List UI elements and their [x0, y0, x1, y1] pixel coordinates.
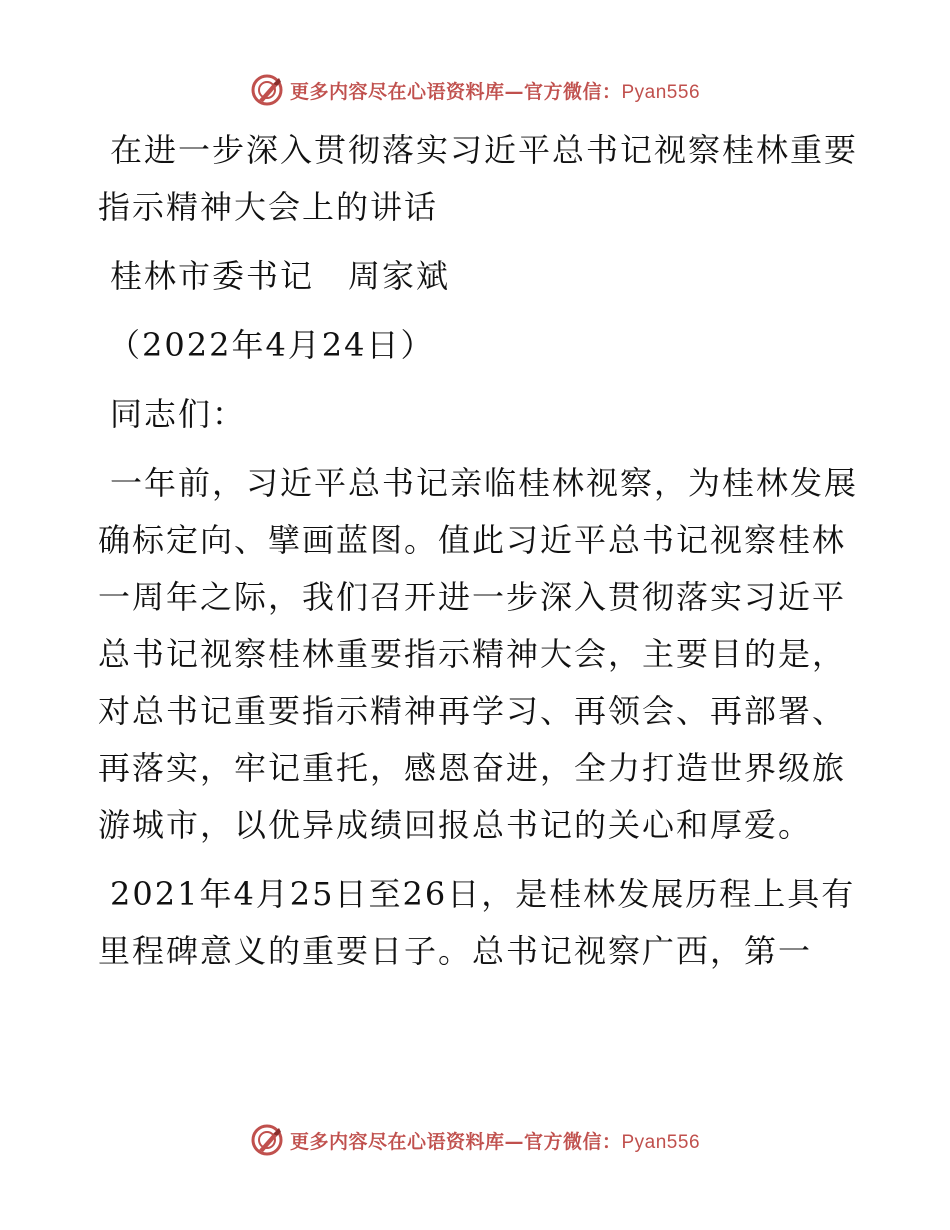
watermark-label: 更多内容尽在心语资料库—官方微信： [289, 1130, 622, 1153]
footer-watermark [0, 1120, 950, 1160]
body-paragraph: 一年前，习近平总书记亲临桂林视察，为桂林发展确标定向、擘画蓝图。值此习近平总书记视察桂林一周年之际，我们召开进一步深入贯彻落实习近平总书记视察桂林重要指示精神大会，主要目的是，对总书记重要指示精神再学习、再领会、再部署、再落实，牢记重托，感恩奋进，全力打造世界级旅游城市，以优异成绩回报总书记的关心和厚爱。 [98, 464, 859, 844]
document-salutation: 同志们： [110, 395, 247, 433]
document-date: （2022年4月24日） [108, 326, 435, 364]
header-watermark [0, 70, 950, 110]
document-body [98, 122, 858, 992]
pen-logo-icon [250, 73, 284, 107]
document-author: 桂林市委书记 周家斌 [110, 257, 451, 295]
watermark-handle: Pyan556 [621, 81, 701, 103]
watermark-text [290, 77, 700, 104]
watermark-label: 更多内容尽在心语资料库—官方微信： [289, 80, 622, 103]
watermark-handle: Pyan556 [621, 1131, 701, 1153]
document-title: 在进一步深入贯彻落实习近平总书记视察桂林重要指示精神大会上的讲话 [98, 131, 859, 226]
watermark-text [290, 1127, 700, 1154]
body-paragraph: 2021年4月25日至26日，是桂林发展历程上具有里程碑意义的重要日子。总书记视察广西，第一 [98, 875, 856, 970]
pen-logo-icon [250, 1123, 284, 1157]
